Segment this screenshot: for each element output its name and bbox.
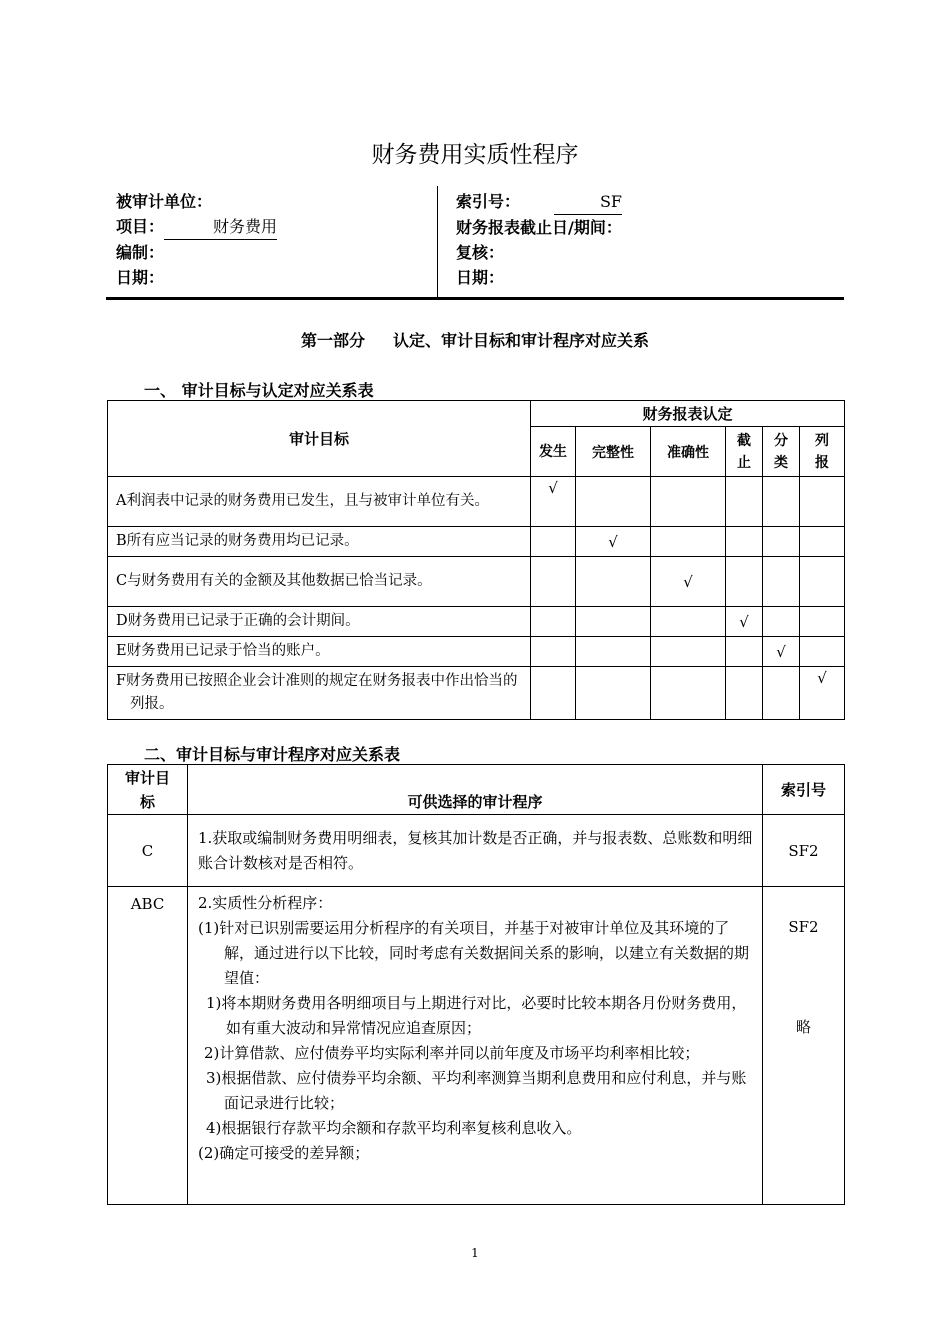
goal-text: D财务费用已记录于正确的会计期间。 [108, 607, 531, 637]
row1-index: SF2 [763, 815, 845, 887]
assertion-row [108, 637, 845, 667]
proc-line-6: 4)根据银行存款平均余额和存款平均利率复核利息收入。 [206, 1119, 582, 1137]
assertion-occurrence: 发生 [531, 427, 576, 477]
index-row [456, 189, 622, 215]
project-row [116, 214, 277, 240]
proc-line-2: (1)针对已识别需要运用分析程序的有关项目，并基于对被审计单位及其环境的了解，通过进行以下比较，同时考虑有关数据间关系的影响，以建立有关数据的期望值： [198, 919, 750, 987]
empty-cell [726, 527, 763, 557]
empty-cell [726, 477, 763, 527]
assertion-row [108, 667, 845, 720]
empty-cell [763, 527, 800, 557]
row2-index-1: SF2 [788, 918, 819, 936]
empty-cell [800, 557, 845, 607]
empty-cell [531, 607, 576, 637]
index-label: 索引号： [456, 192, 521, 211]
empty-cell [651, 607, 726, 637]
assertion-row [108, 527, 845, 557]
review-label: 复核： [456, 243, 505, 262]
col-procedure-header: 可供选择的审计程序 [188, 765, 763, 815]
section1-title: 一、 审计目标与认定对应关系表 [144, 381, 374, 400]
row2-index [763, 887, 845, 1205]
date-label-left: 日期： [116, 268, 165, 287]
empty-cell [576, 667, 651, 720]
empty-cell [763, 667, 800, 720]
header-left [116, 189, 277, 290]
prepared-label: 编制： [116, 243, 165, 262]
check-mark: √ [651, 557, 726, 607]
goal-text: C与财务费用有关的金额及其他数据已恰当记录。 [108, 557, 531, 607]
project-label: 项目： [116, 217, 165, 236]
assertion-completeness: 完整性 [576, 427, 651, 477]
proc-line-7: (2)确定可接受的差异额； [198, 1144, 370, 1162]
part1-label: 第一部分 [300, 331, 365, 350]
unit-label: 被审计单位： [116, 192, 213, 211]
section2-title: 二、审计目标与审计程序对应关系表 [144, 745, 401, 764]
empty-cell [531, 667, 576, 720]
empty-cell [576, 557, 651, 607]
empty-cell [726, 557, 763, 607]
empty-cell [763, 607, 800, 637]
project-value: 财务费用 [164, 214, 277, 240]
assertion-accuracy: 准确性 [651, 427, 726, 477]
empty-cell [763, 557, 800, 607]
goal-header: 审计目标 [108, 401, 531, 477]
empty-cell [576, 637, 651, 667]
goal-assertion-table [107, 400, 845, 720]
part1-heading [0, 328, 950, 351]
empty-cell [800, 607, 845, 637]
assertion-cutoff: 截止 [726, 427, 763, 477]
goal-text: F财务费用已按照企业会计准则的规定在财务报表中作出恰当的列报。 [108, 667, 531, 720]
check-mark: √ [576, 527, 651, 557]
row2-goal: ABC [108, 887, 188, 1205]
proc-line-1: 2.实质性分析程序： [198, 894, 333, 912]
document-title: 财务费用实质性程序 [371, 142, 579, 168]
proc-line-5: 3)根据借款、应付债券平均余额、平均利率测算当期利息费用和应付利息，并与账面记录进行比较； [206, 1069, 747, 1112]
page-number: 1 [471, 1246, 479, 1260]
assertion-presentation: 列报 [800, 427, 845, 477]
assertion-row [108, 477, 845, 527]
index-value: SF [554, 189, 622, 215]
empty-cell [651, 477, 726, 527]
proc-line-3: 1)将本期财务费用各明细项目与上期进行对比，必要时比较本期各月份财务费用，如有重大波动和异常情况应追查原因； [206, 994, 747, 1037]
empty-cell [726, 667, 763, 720]
assertion-row [108, 607, 845, 637]
row1-goal: C [108, 815, 188, 887]
header-divider-horizontal [106, 297, 844, 300]
empty-cell [800, 527, 845, 557]
col-index-header: 索引号 [763, 765, 845, 815]
empty-cell [531, 527, 576, 557]
empty-cell [651, 637, 726, 667]
check-mark: √ [800, 667, 845, 720]
check-mark: √ [763, 637, 800, 667]
empty-cell [726, 637, 763, 667]
row2-index-2: 略 [795, 1018, 811, 1036]
goal-text: A利润表中记录的财务费用已发生，且与被审计单位有关。 [108, 477, 531, 527]
empty-cell [800, 637, 845, 667]
goal-text: B所有应当记录的财务费用均已记录。 [108, 527, 531, 557]
empty-cell [651, 527, 726, 557]
empty-cell [800, 477, 845, 527]
check-mark: √ [726, 607, 763, 637]
header-divider-vertical [437, 186, 438, 297]
goal-text: E财务费用已记录于恰当的账户。 [108, 637, 531, 667]
empty-cell [763, 477, 800, 527]
period-label: 财务报表截止日/期间： [456, 218, 622, 237]
row2-procedure [188, 887, 763, 1205]
assertion-header: 财务报表认定 [531, 401, 845, 427]
empty-cell [531, 637, 576, 667]
empty-cell [531, 557, 576, 607]
assertion-classification: 分类 [763, 427, 800, 477]
col-goal-header: 审计目标 [108, 765, 188, 815]
empty-cell [576, 477, 651, 527]
date-label-right: 日期： [456, 268, 505, 287]
part1-title: 认定、审计目标和审计程序对应关系 [393, 331, 650, 350]
empty-cell [651, 667, 726, 720]
row1-procedure: 1.获取或编制财务费用明细表，复核其加计数是否正确，并与报表数、总账数和明细账合计数核对是否相符。 [188, 815, 763, 887]
goal-procedure-table [107, 764, 845, 1205]
empty-cell [576, 607, 651, 637]
header-right [456, 189, 622, 290]
proc-line-4: 2)计算借款、应付债券平均实际利率并同以前年度及市场平均利率相比较； [204, 1044, 700, 1062]
assertion-row [108, 557, 845, 607]
check-mark: √ [531, 477, 576, 527]
